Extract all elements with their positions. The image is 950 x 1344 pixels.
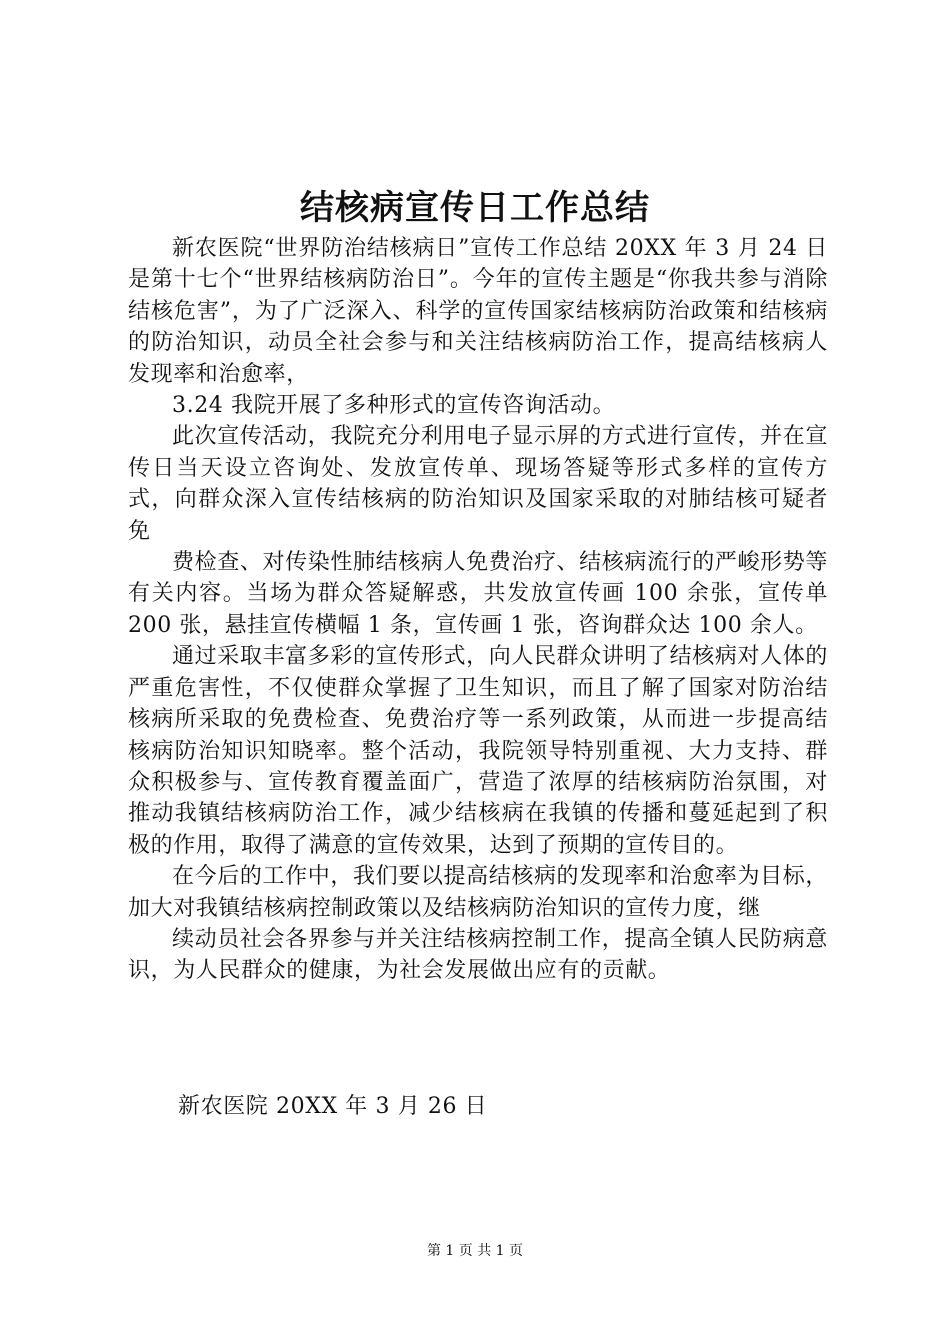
paragraph-methods: 此次宣传活动，我院充分利用电子显示屏的方式进行宣传，并在宣传日当天设立咨询处、发放宣传单、现场答疑等形式多样的宣传方式，向群众深入宣传结核病的防治知识及国家采取的对肺结核可疑者免	[128, 424, 828, 544]
paragraph-closing: 续动员社会各界参与并关注结核病控制工作，提高全镇人民防病意识，为人民群众的健康，为社会发展做出应有的贡献。	[128, 926, 828, 984]
document-title: 结核病宣传日工作总结	[300, 188, 650, 228]
page-footer: 第 1 页 共 1 页	[426, 1243, 524, 1259]
paragraph-future: 在今后的工作中，我们要以提高结核病的发现率和治愈率为目标，加大对我镇结核病控制政策以及结核病防治知识的宣传力度，继	[128, 864, 828, 921]
document-signature: 新农医院 20XX 年 3 月 26 日	[178, 1094, 488, 1119]
paragraph-activity: 3.24 我院开展了多种形式的宣传咨询活动。	[172, 393, 616, 419]
document-body	[128, 233, 828, 987]
paragraph-results: 费检查、对传染性肺结核病人免费治疗、结核病流行的严峻形势等有关内容。当场为群众答疑解惑，共发放宣传画 100 余张，宣传单 200 张，悬挂宣传横幅 1 条，宣传画 1 张，咨询群众达 100 余人。	[128, 550, 828, 638]
paragraph-intro: 新农医院“世界防治结核病日”宣传工作总结 20XX 年 3 月 24 日是第十七个“世界结核病防治日”。今年的宣传主题是“你我共参与消除结核危害”，为了广泛深入、科学的宣传国家结核病防治政策和结核病的防治知识，动员全社会参与和关注结核病防治工作，提高结核病人发现率和治愈率，	[128, 236, 828, 387]
paragraph-effects: 通过采取丰富多彩的宣传形式，向人民群众讲明了结核病对人体的严重危害性，不仅使群众掌握了卫生知识，而且了解了国家对防治结核病所采取的免费检查、免费治疗等一系列政策，从而进一步提高结核病防治知识知晓率。整个活动，我院领导特别重视、大力支持、群众积极参与、宣传教育覆盖面广，营造了浓厚的结核病防治氛围，对推动我镇结核病防治工作，减少结核病在我镇的传播和蔓延起到了积极的作用，取得了满意的宣传效果，达到了预期的宣传目的。	[128, 644, 828, 858]
